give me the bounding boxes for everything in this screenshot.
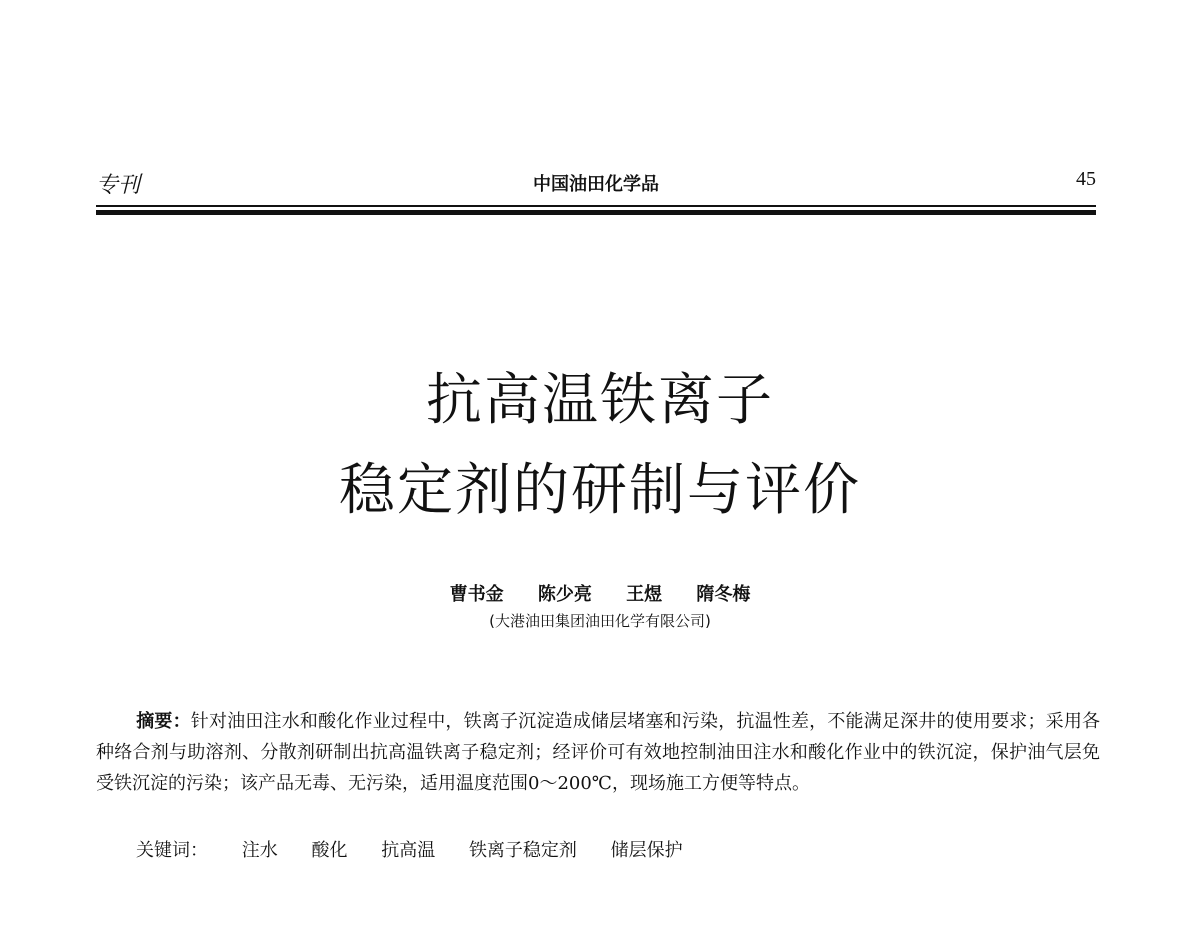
running-header — [96, 168, 1096, 198]
abstract-label: 摘要： — [136, 711, 191, 732]
keyword: 铁离子稳定剂 — [468, 840, 577, 861]
journal-name: 中国油田化学品 — [533, 174, 659, 195]
header-rule-thin — [96, 205, 1096, 207]
author: 王煜 — [626, 584, 663, 605]
title-line-2: 稳定剂的研制与评价 — [339, 458, 861, 523]
keyword: 注水 — [241, 840, 278, 861]
abstract — [96, 706, 1100, 799]
section-label: 专刊 — [96, 173, 141, 198]
abstract-text: 针对油田注水和酸化作业过程中，铁离子沉淀造成储层堵塞和污染，抗温性差，不能满足深井的使用要求；采用各种络合剂与助溶剂、分散剂研制出抗高温铁离子稳定剂；经评价可有效地控制油田注水和酸化作业中的铁沉淀，保护油气层免受铁沉淀的污染；该产品无毒、无污染，适用温度范围0～200℃，现场施工方便等特点。 — [96, 711, 1101, 794]
author: 隋冬梅 — [696, 584, 751, 605]
title-line-1: 抗高温铁离子 — [426, 368, 774, 433]
keyword: 储层保护 — [610, 840, 683, 861]
author: 曹书金 — [449, 584, 504, 605]
author: 陈少亮 — [537, 584, 592, 605]
author-list — [0, 580, 1200, 606]
affiliation: (大港油田集团油田化学有限公司) — [489, 612, 711, 630]
keywords — [136, 836, 683, 862]
page-number: 45 — [1076, 168, 1096, 190]
keywords-label: 关键词： — [136, 840, 208, 861]
header-rule-thick — [96, 210, 1096, 215]
keyword: 酸化 — [311, 840, 348, 861]
keyword: 抗高温 — [381, 840, 436, 861]
